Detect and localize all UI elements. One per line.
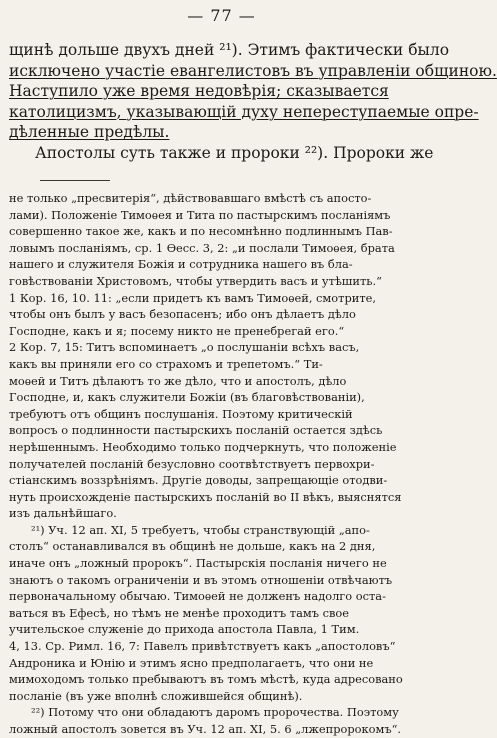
footnote-line: Господне, и, какъ служители Божiи (въ благовѣствованiи), — [9, 390, 365, 405]
footnote-separator — [40, 180, 110, 181]
footnote-line: знаютъ о такомъ ограниченiи и въ этомъ отношенiи отвѣчаютъ — [9, 572, 393, 587]
footnote-line: стiанскимъ воззрѣнiямъ. Другiе доводы, запрещающiе отодви- — [9, 473, 388, 488]
footnote-line: Андроника и Юнiю и этимъ ясно предполагаетъ, что они не — [9, 655, 374, 670]
footnote-line: 4, 13. Ср. Римл. 16, 7: Павелъ привѣтствуетъ какъ „апостоловъ“ — [9, 639, 396, 654]
footnote-line: ²¹) Уч. 12 ап. XI, 5 требуетъ, чтобы странствующiй „апо- — [31, 522, 370, 537]
page-number: — 77 — — [187, 6, 256, 25]
footnote-line: ²²) Потому что они обладаютъ даромъ пророчества. Поэтому — [31, 705, 399, 720]
main-line-underlined: Наступило уже время недовѣрiя; сказывается — [9, 82, 389, 100]
footnote-line: лами). Положенiе Тимоѳея и Тита по пастырскимъ посланiямъ — [9, 207, 391, 222]
footnote-line: посланiе (въ уже вполнѣ сложившейся общинѣ). — [9, 688, 303, 703]
footnote-line: иначе онъ „ложный пророкъ“. Пастырскiя посланiя ничего не — [9, 556, 387, 571]
footnote-line: учительское служенiе до прихода апостола Павла, 1 Тим. — [9, 622, 360, 637]
footnote-line: ложный апостолъ зовется въ Уч. 12 ап. XI, 5. 6 „лжепророкомъ“. — [9, 722, 402, 736]
main-text — [9, 40, 497, 163]
footnote-line: 1 Кор. 16, 10. 11: „если придетъ къ вамъ Тимоѳей, смотрите, — [9, 290, 377, 305]
footnote-line: не только „пресвитерія“, дѣйствовавшаго вмѣстѣ съ апосто- — [9, 191, 372, 205]
footnote-line: столъ“ останавливался въ общинѣ не дольше, какъ на 2 дня, — [9, 539, 376, 554]
footnote-line: чтобы онъ былъ у васъ безопасенъ; ибо онъ дѣлаетъ дѣло — [9, 307, 356, 322]
footnote-line: Господне, какъ и я; посему никто не пренебрегай его.“ — [9, 323, 345, 338]
main-line-underlined: католицизмъ, указывающiй духу непереступаемые опре- — [9, 102, 479, 121]
footnote-line: совершенно такое же, какъ и по несомнѣнно подлиннымъ Пав- — [9, 224, 393, 239]
footnote-line: первоначальному обычаю. Тимоѳей не долженъ надолго оста- — [9, 589, 386, 604]
footnote-line: 2 Кор. 7, 15: Титъ вспоминаетъ „о послушанiи всѣхъ васъ, — [9, 340, 360, 355]
footnote-line: нашего и служителя Божiя и сотрудника нашего въ бла- — [9, 257, 353, 272]
main-line: Апостолы суть также и пророки ²²). Пророки же — [35, 143, 434, 162]
main-line: щинѣ дольше двухъ дней ²¹). Этимъ фактически было — [9, 41, 450, 59]
footnote-line: вопросъ о подлинности пастырскихъ посланiй остается здѣсь — [9, 423, 383, 438]
footnote-line: получателей посланiй безусловно соотвѣтствуетъ первохри- — [9, 456, 375, 471]
footnote-line: ловымъ посланiямъ, ср. 1 Ѳесс. 3, 2: „и послали Тимоѳея, брата — [9, 240, 395, 255]
footnote-line: ваться въ Ефесѣ, но тѣмъ не менѣе проходитъ тамъ свое — [9, 605, 349, 620]
footnote-line: нуть происхожденiе пастырскихъ посланiй во II вѣкъ, выяснятся — [9, 489, 402, 504]
main-line-underlined: исключено участiе евангелистовъ въ управленiи общиною. — [9, 61, 497, 80]
footnote-line: какъ вы приняли его со страхомъ и трепетомъ.“ Ти- — [9, 356, 323, 371]
footnote-line: изъ дальнѣйшаго. — [9, 506, 117, 521]
footnote-line: говѣствованiи Христовомъ, чтобы утвердить васъ и утѣшить.“ — [9, 273, 382, 288]
footnote-line: моѳей и Титъ дѣлаютъ то же дѣло, что и апостолъ, дѣло — [9, 373, 347, 388]
footnotes — [9, 190, 434, 738]
main-line-underlined: дѣленные предѣлы. — [9, 123, 170, 141]
footnote-line: требуютъ отъ общинъ послушанiя. Поэтому критическiй — [9, 406, 353, 421]
footnote-line: мимоходомъ только пребываютъ въ томъ мѣстѣ, куда адресовано — [9, 672, 403, 687]
footnote-line: нерѣшеннымъ. Необходимо только подчеркнуть, что положенiе — [9, 439, 397, 454]
